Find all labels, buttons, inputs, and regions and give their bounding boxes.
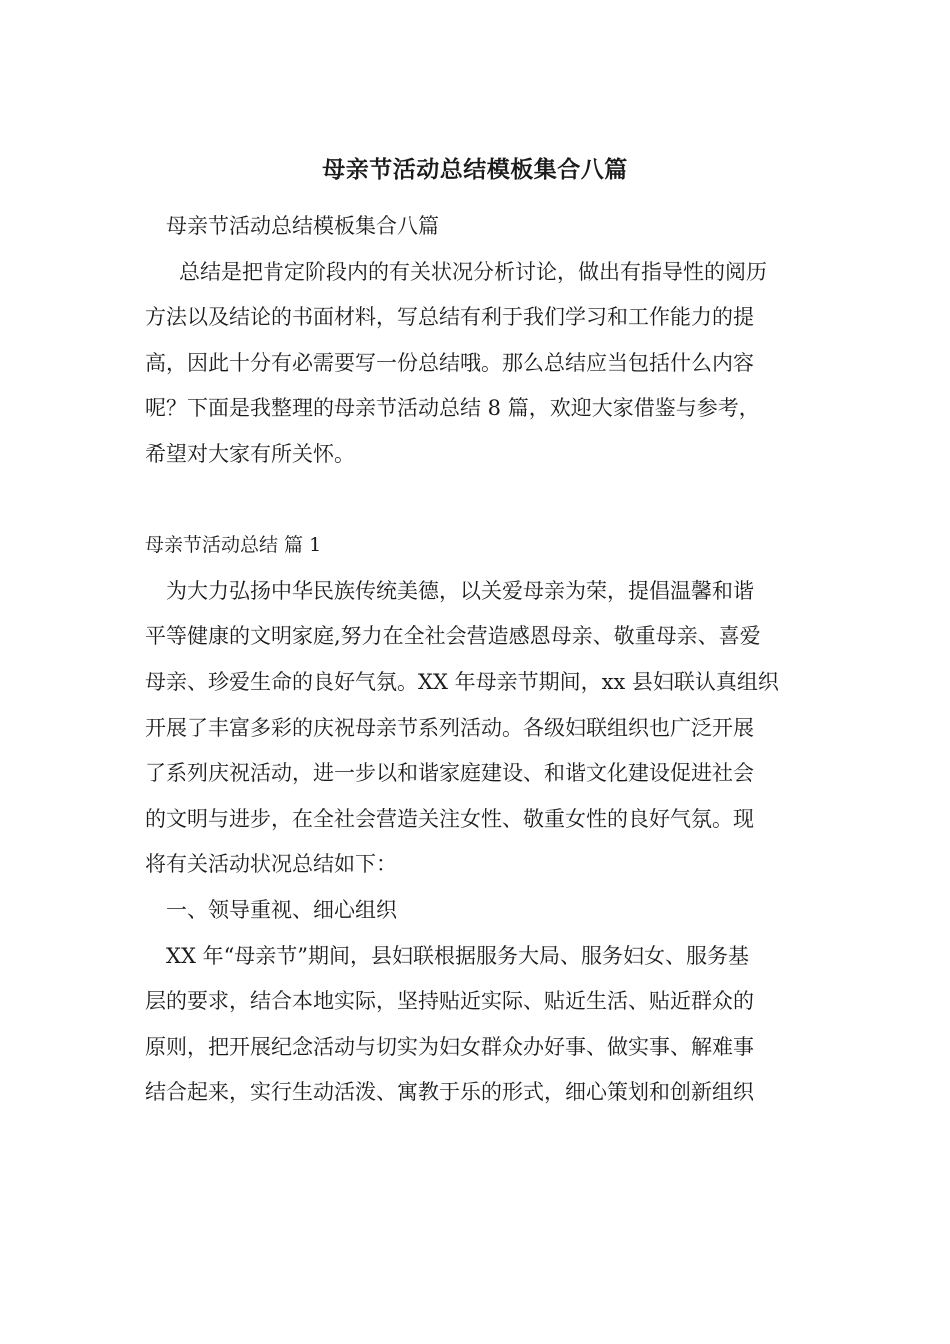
intro-paragraph: [145, 250, 810, 478]
document-subtitle: 母亲节活动总结模板集合八篇: [166, 214, 439, 238]
section-paragraph: [145, 569, 810, 888]
section-paragraph: [145, 934, 810, 1116]
paragraph-line: 方法以及结论的书面材料，写总结有利于我们学习和工作能力的提: [145, 305, 754, 330]
paragraph-line: 总结是把肯定阶段内的有关状况分析讨论，做出有指导性的阅历: [179, 259, 767, 284]
paragraph-line: 为大力弘扬中华民族传统美德，以关爱母亲为荣，提倡温馨和谐: [166, 578, 754, 603]
paragraph-line: 的文明与进步，在全社会营造关注女性、敬重女性的良好气氛。现: [145, 806, 754, 831]
paragraph-line: 呢？下面是我整理的母亲节活动总结 8 篇，欢迎大家借鉴与参考，: [145, 396, 760, 421]
paragraph-line: 希望对大家有所关怀。: [145, 441, 355, 466]
document-body: [145, 204, 810, 1116]
paragraph-line: XX 年“母亲节”期间，县妇联根据服务大局、服务妇女、服务基: [166, 943, 750, 968]
paragraph-line: 将有关活动状况总结如下：: [145, 852, 397, 877]
paragraph-line: 层的要求，结合本地实际，坚持贴近实际、贴近生活、贴近群众的: [145, 989, 754, 1014]
paragraph-line: 母亲、珍爱生命的良好气氛。XX 年母亲节期间，xx 县妇联认真组织: [145, 669, 779, 694]
paragraph-line: 平等健康的文明家庭,努力在全社会营造感恩母亲、敬重母亲、喜爱: [145, 624, 761, 649]
paragraph-line: 结合起来，实行生动活泼、寓教于乐的形式，细心策划和创新组织: [145, 1080, 754, 1105]
subheading: 一、领导重视、细心组织: [166, 897, 397, 922]
document-title: 母亲节活动总结模板集合八篇: [322, 157, 628, 183]
paragraph-line: 高，因此十分有必需要写一份总结哦。那么总结应当包括什么内容: [145, 350, 754, 375]
blank-line: [145, 478, 810, 524]
section-heading: 母亲节活动总结 篇 1: [145, 534, 322, 557]
paragraph-line: 原则，把开展纪念活动与切实为妇女群众办好事、做实事、解难事: [145, 1034, 754, 1059]
paragraph-line: 开展了丰富多彩的庆祝母亲节系列活动。各级妇联组织也广泛开展: [145, 715, 754, 740]
paragraph-line: 了系列庆祝活动，进一步以和谐家庭建设、和谐文化建设促进社会: [145, 761, 754, 786]
